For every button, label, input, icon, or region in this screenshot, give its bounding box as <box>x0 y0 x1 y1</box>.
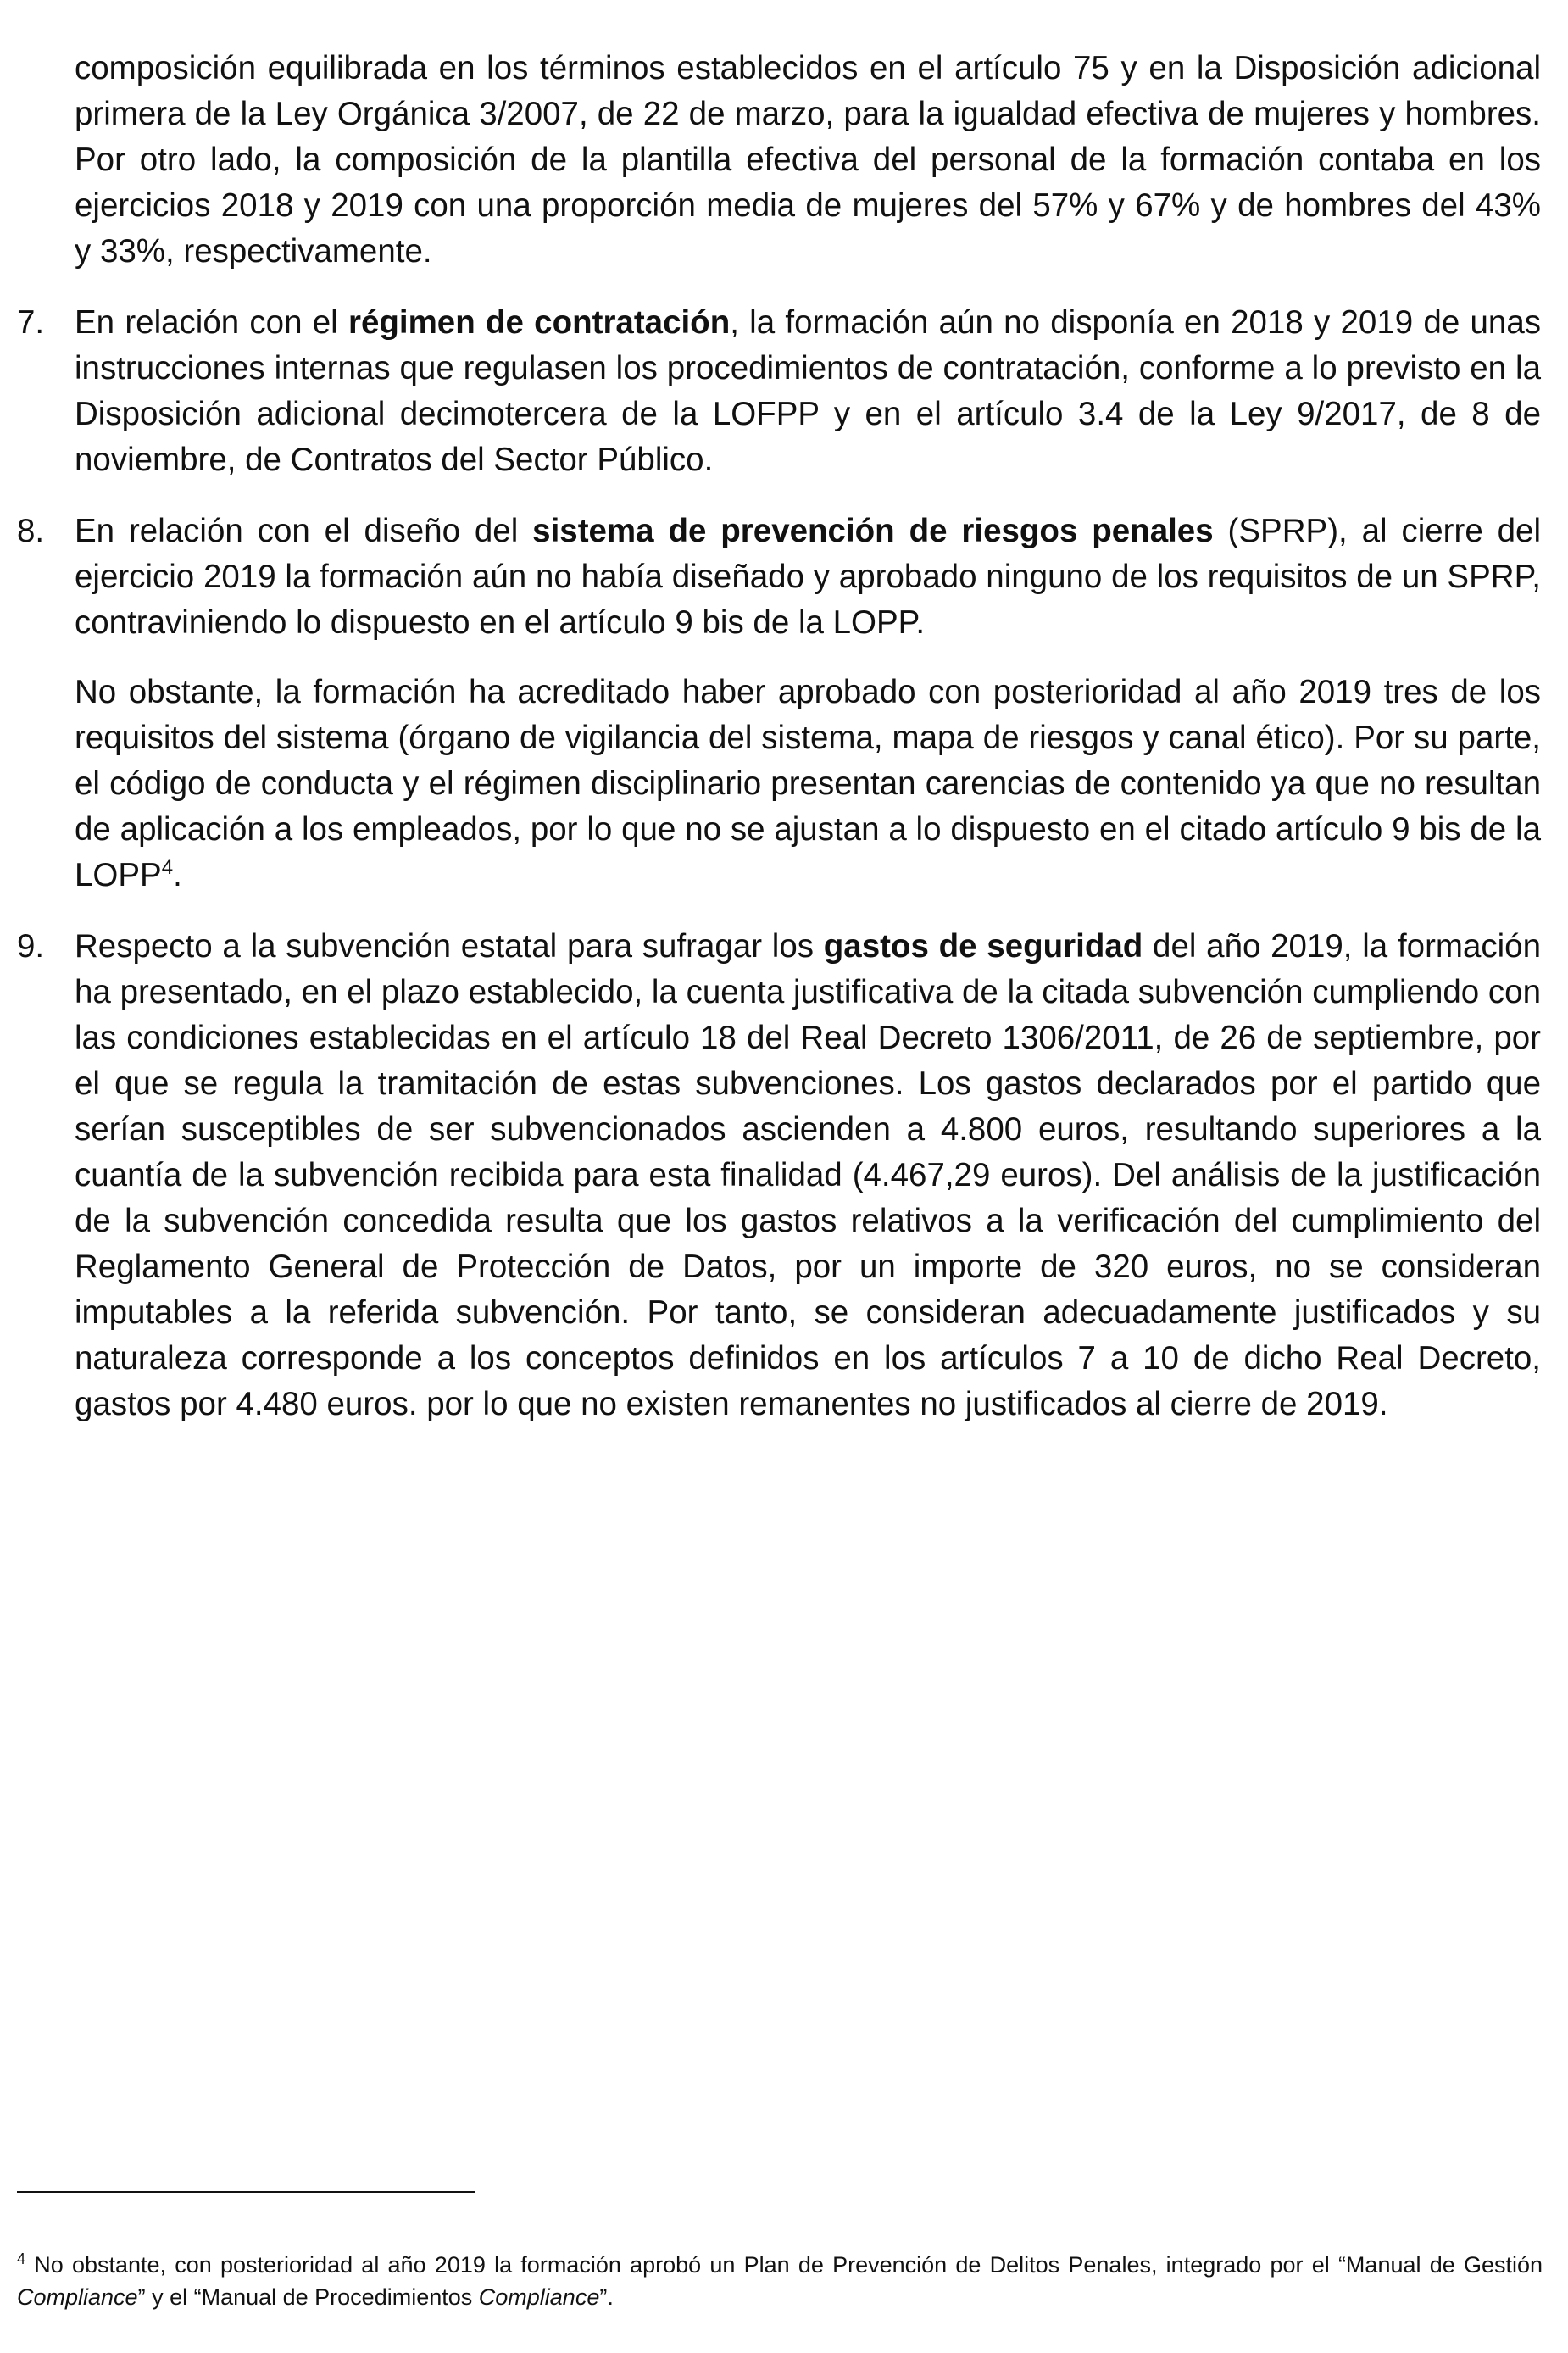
item-8-bold: sistema de prevención de riesgos penales <box>532 513 1214 549</box>
item-8-pre: En relación con el diseño del <box>75 513 533 549</box>
list-item-7 <box>17 300 1541 483</box>
footnote-italic-a: Compliance <box>17 2284 138 2310</box>
item-number: 7. <box>17 304 45 341</box>
item-9-post: del año 2019, la formación ha presentado, en el plazo establecido, la cuenta justificativa de la citada subvención cumpliendo con las condiciones establecidas en el artículo 18 del Real Decreto 1306/2011, de 26 de septiembre, por el que se regula la tramitación de estas subvenciones. Los gastos declarados por el partido que serían susceptibles de ser subvencionados ascienden a 4.800 euros, resultando superiores a la cuantía de la subvención recibida para esta finalidad (4.467,29 euros). Del análisis de la justificación de la subvención concedida resulta que los gastos relativos a la verificación del cumplimiento del Reglamento General de Protección de Datos, por un importe de 320 euros, no se consideran imputables a la referida subvención. Por tanto, se consideran adecuadamente justificados y su naturaleza corresponde a los conceptos definidos en los artículos 7 a 10 de dicho Real Decreto, gastos por 4.480 euros. por lo que no existen remanentes no justificados al cierre de 2019. <box>75 928 1542 1422</box>
item-number: 8. <box>17 513 45 549</box>
item-7-pre: En relación con el <box>75 304 348 341</box>
footnote-separator <box>17 2191 475 2193</box>
item-8-post: (SPRP), al cierre del ejercicio 2019 la formación aún no había diseñado y aprobado ninguno de los requisitos de un SPRP, contraviniendo lo dispuesto en el artículo 9 bis de la LOPP. <box>75 513 1542 641</box>
list-item-9 <box>17 924 1542 1427</box>
item-8-second-end: . <box>173 857 182 893</box>
intro-paragraph: composición equilibrada en los términos establecidos en el artículo 75 y en la Disposición adicional primera de la Ley Orgánica 3/2007, de 22 de marzo, para la igualdad efectiva de mujeres y hombres. Por otro lado, la composición de la plantilla efectiva del personal de la formación contaba en los ejercicios 2018 y 2019 con una proporción media de mujeres del 57% y 67% y de hombres del 43% y 33%, respectivamente. <box>75 50 1541 270</box>
item-number: 9. <box>17 928 45 965</box>
footnote-text-b: ” y el “Manual de Procedimientos <box>137 2284 479 2310</box>
document-body <box>17 46 1542 1427</box>
footnote-reference[interactable]: 4 <box>161 856 174 880</box>
item-7-bold: régimen de contratación <box>348 304 731 341</box>
footnote-text-c: ”. <box>599 2284 614 2310</box>
footnote-number: 4 <box>17 2250 26 2267</box>
item-7-post: , la formación aún no disponía en 2018 y 2019 de unas instrucciones internas que regulasen los procedimientos de contratación, conforme a lo previsto en la Disposición adicional decimotercera de la LOFPP y en el artículo 3.4 de la Ley 9/2017, de 8 de noviembre, de Contratos del Sector Público. <box>75 304 1541 478</box>
item-8-second-text: No obstante, la formación ha acreditado haber aprobado con posterioridad al año 2019 tres de los requisitos del sistema (órgano de vigilancia del sistema, mapa de riesgos y canal ético). Por su parte, el código de conducta y el régimen disciplinario presentan carencias de contenido ya que no resultan de aplicación a los empleados, por lo que no se ajustan a lo dispuesto en el citado artículo 9 bis de la LOPP <box>75 674 1541 893</box>
item-7-text <box>75 300 1541 483</box>
footnote-text-a: No obstante, con posterioridad al año 2019 la formación aprobó un Plan de Prevención de Delitos Penales, integrado por el “Manual de Gestión <box>25 2252 1543 2278</box>
item-8-second-paragraph <box>75 670 1541 898</box>
item-9-text <box>75 924 1541 1427</box>
item-9-bold: gastos de seguridad <box>823 928 1143 965</box>
item-8-text <box>75 509 1541 646</box>
list-item-8 <box>17 509 1542 898</box>
item-9-pre: Respecto a la subvención estatal para sufragar los <box>75 928 824 965</box>
footnote-italic-b: Compliance <box>478 2284 600 2310</box>
footnote <box>17 2249 1543 2313</box>
